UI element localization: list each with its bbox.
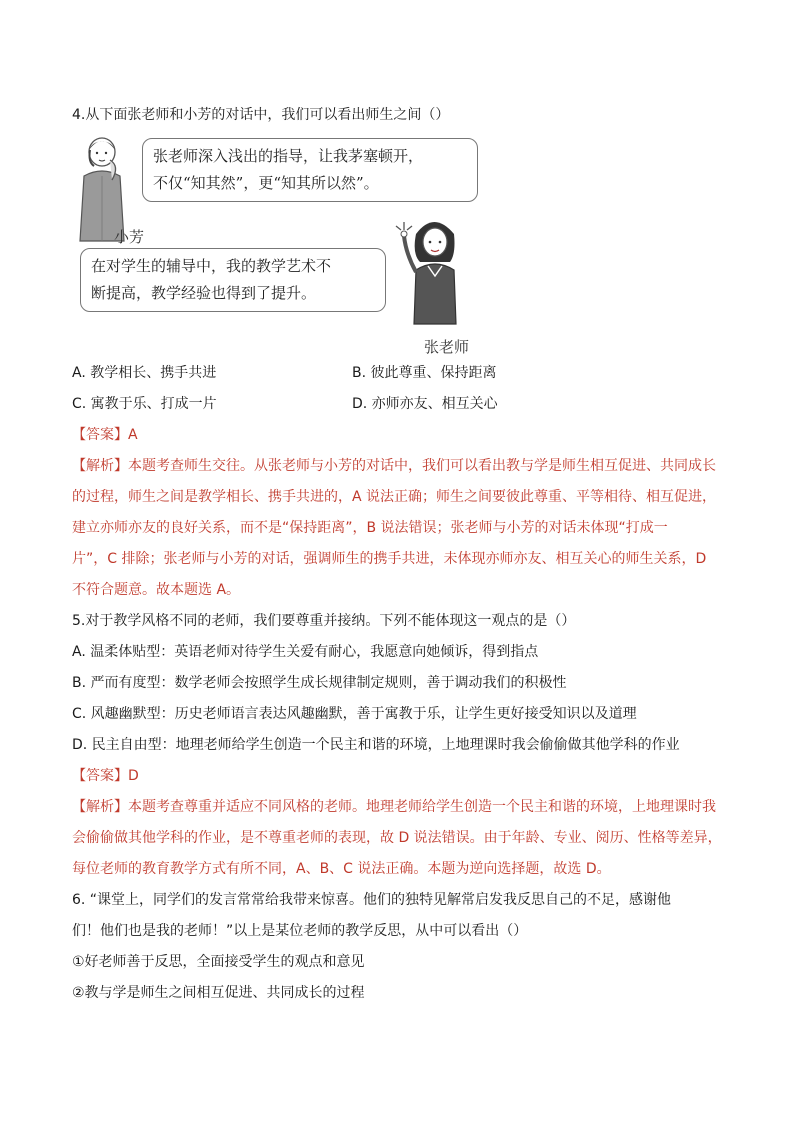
question-6-stem-line-1: 6. “课堂上，同学们的发言常常给我带来惊喜。他们的独特见解常启发我反思自己的不足，感谢他 xyxy=(72,892,672,908)
q4-answer-value: A xyxy=(128,427,138,443)
teacher-figure-illustration xyxy=(394,214,474,332)
q5-analysis-line-1: 本题考查尊重并适应不同风格的老师。地理老师给学生创造一个民主和谐的环境，上地理课时我 xyxy=(128,799,716,815)
q5-option-c: C. 风趣幽默型：历史老师语言表达风趣幽默，善于寓教于乐，让学生更好接受知识以及道理 xyxy=(72,706,637,722)
question-4-options xyxy=(72,358,722,420)
q5-answer-value: D xyxy=(128,768,139,784)
dialogue-illustration xyxy=(72,136,492,356)
q4-analysis-line-5: 不符合题意。故本题选 A。 xyxy=(72,582,241,598)
q4-analysis-line-4: 片”，C 排除；张老师与小芳的对话，强调师生的携手共进，未体现亦师亦友、相互关心的师生关系，D xyxy=(72,551,707,567)
q5-answer-tag: 【答案】 xyxy=(72,768,128,784)
q4-analysis xyxy=(72,451,722,606)
q4-option-c: C. 寓教于乐、打成一片 xyxy=(72,396,217,412)
q5-option-d: D. 民主自由型：地理老师给学生创造一个民主和谐的环境，上地理课时我会偷偷做其他学科的作业 xyxy=(72,737,680,753)
q5-analysis xyxy=(72,792,722,885)
q4-option-d: D. 亦师亦友、相互关心 xyxy=(352,396,498,412)
q5-option-b: B. 严而有度型：数学老师会按照学生成长规律制定规则，善于调动我们的积极性 xyxy=(72,675,567,691)
bubble-xiaofang-line-1: 张老师深入浅出的指导，让我茅塞顿开， xyxy=(153,147,424,165)
question-5-stem: 5.对于教学风格不同的老师，我们要尊重并接纳。下列不能体现这一观点的是（） xyxy=(72,613,576,629)
q4-option-a: A. 教学相长、携手共进 xyxy=(72,365,217,381)
q6-item-1: ①好老师善于反思，全面接受学生的观点和意见 xyxy=(72,954,365,970)
q4-analysis-tag: 【解析】 xyxy=(72,458,128,474)
q5-analysis-line-3: 每位老师的教育教学方式有所不同，A、B、C 说法正确。本题为逆向选择题，故选 D。 xyxy=(72,861,611,877)
q5-analysis-line-2: 会偷偷做其他学科的作业，是不尊重老师的表现，故 D 说法错误。由于年龄、专业、阅历、性格等差异， xyxy=(72,830,722,846)
q5-analysis-tag: 【解析】 xyxy=(72,799,128,815)
caption-xiaofang: 小芳 xyxy=(114,228,145,246)
speech-bubble-teacher xyxy=(80,248,386,312)
speech-bubble-xiaofang xyxy=(142,138,478,202)
bubble-xiaofang-line-2: 不仅“知其然”，更“知其所以然”。 xyxy=(153,174,379,192)
bubble-teacher-line-1: 在对学生的辅导中，我的教学艺术不 xyxy=(91,257,332,275)
q4-answer-tag: 【答案】 xyxy=(72,427,128,443)
q4-option-b: B. 彼此尊重、保持距离 xyxy=(352,365,497,381)
question-6-stem-line-2: 们！他们也是我的老师！”以上是某位老师的教学反思，从中可以看出（） xyxy=(72,923,528,939)
q4-analysis-line-3: 建立亦师亦友的良好关系，而不是“保持距离”，B 说法错误；张老师与小芳的对话未体现“打成一 xyxy=(72,520,668,536)
question-4-stem: 4.从下面张老师和小芳的对话中，我们可以看出师生之间（） xyxy=(72,107,450,123)
q4-analysis-line-2: 的过程，师生之间是教学相长、携手共进的，A 说法正确；师生之间要彼此尊重、平等相待、相互促进， xyxy=(72,489,717,505)
caption-teacher: 张老师 xyxy=(424,338,470,356)
q5-answer xyxy=(72,761,722,792)
q5-option-a: A. 温柔体贴型：英语老师对待学生关爱有耐心，我愿意向她倾诉，得到指点 xyxy=(72,644,539,660)
q4-answer xyxy=(72,420,722,451)
q4-analysis-line-1: 本题考查师生交往。从张老师与小芳的对话中，我们可以看出教与学是师生相互促进、共同成长 xyxy=(128,458,716,474)
exam-page xyxy=(72,100,722,1009)
q6-item-2: ②教与学是师生之间相互促进、共同成长的过程 xyxy=(72,985,365,1001)
bubble-teacher-line-2: 断提高，教学经验也得到了提升。 xyxy=(91,284,317,302)
